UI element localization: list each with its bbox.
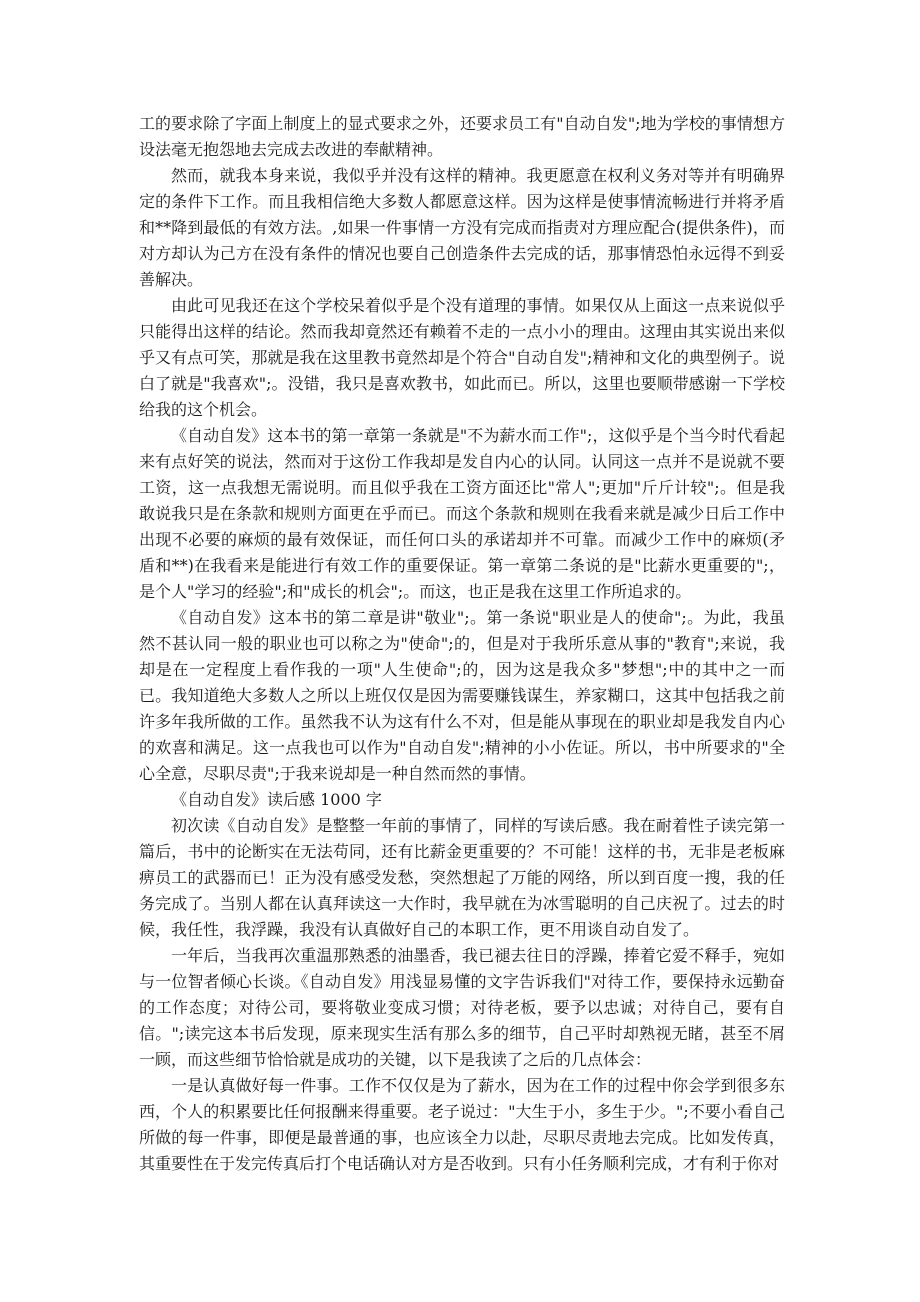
paragraph-8: 一是认真做好每一件事。工作不仅仅是为了薪水，因为在工作的过程中你会学到很多东西，个人的积累要比任何报酬来得重要。老子说过："大生于小，多生于少。";不要小看自己所做的每一件事，即便是最普通的事，也应该全力以赴，尽职尽责地去完成。比如发传真，其重要性在于发完传真后打个电话确认对方是否收到。只有小任务顺利完成，才有利于你对	[139, 1076, 785, 1173]
section-heading: 《自动自发》读后感 1000 字	[171, 790, 382, 809]
document-body	[139, 111, 785, 1177]
paragraph-6: 初次读《自动自发》是整整一年前的事情了，同样的写读后感。我在耐着性子读完第一篇后，书中的论断实在无法苟同，还有比薪金更重要的？不可能！这样的书，无非是老板麻痹员工的武器而已！正为没有感受发愁，突然想起了万能的网络，所以到百度一搜，我的任务完成了。当别人都在认真拜读这一大作时，我早就在为冰雪聪明的自己庆祝了。过去的时候，我任性，我浮躁，我没有认真做好自己的本职工作，更不用谈自动自发了。	[139, 816, 785, 939]
paragraph-7: 一年后，当我再次重温那熟悉的油墨香，我已褪去往日的浮躁，捧着它爱不释手，宛如与一位智者倾心长谈。《自动自发》用浅显易懂的文字告诉我们"对待工作，要保持永远勤奋的工作态度；对待公司，要将敬业变成习惯；对待老板，要予以忠诚；对待自己，要有自信。";读完这本书后发现，原来现实生活有那么多的细节，自己平时却熟视无睹，甚至不屑一顾，而这些细节恰恰就是成功的关键，以下是我读了之后的几点体会：	[139, 946, 785, 1069]
paragraph-4: 《自动自发》这本书的第一章第一条就是"不为薪水而工作";，这似乎是个当今时代看起来有点好笑的说法，然而对于这份工作我却是发自内心的认同。认同这一点并不是说就不要工资，这一点我想无需说明。而且似乎我在工资方面还比"常人";更加"斤斤计较";。但是我敢说我只是在条款和规则方面更在乎而已。而这个条款和规则在我看来就是减少日后工作中出现不必要的麻烦的最有效保证，而任何口头的承诺却并不可靠。而减少工作中的麻烦(矛盾和**)在我看来是能进行有效工作的重要保证。第一章第二条说的是"比薪水更重要的";，是个人"学习的经验";和"成长的机会";。而这，也正是我在这里工作所追求的。	[139, 426, 785, 601]
paragraph-3: 由此可见我还在这个学校呆着似乎是个没有道理的事情。如果仅从上面这一点来说似乎只能得出这样的结论。然而我却竟然还有赖着不走的一点小小的理由。这理由其实说出来似乎又有点可笑，那就是我在这里教书竟然却是个符合"自动自发";精神和文化的典型例子。说白了就是"我喜欢";。没错，我只是喜欢教书，如此而已。所以，这里也要顺带感谢一下学校给我的这个机会。	[139, 296, 785, 419]
paragraph-1: 工的要求除了字面上制度上的显式要求之外，还要求员工有"自动自发";地为学校的事情想方设法毫无抱怨地去完成去改进的奉献精神。	[139, 114, 785, 159]
paragraph-2: 然而，就我本身来说，我似乎并没有这样的精神。我更愿意在权利义务对等并有明确界定的条件下工作。而且我相信绝大多数人都愿意这样。因为这样是使事情流畅进行并将矛盾和**降到最低的有效方法。,如果一件事情一方没有完成而指责对方理应配合(提供条件)，而对方却认为己方在没有条件的情况也要自己创造条件去完成的话，那事情恐怕永远得不到妥善解决。	[139, 166, 785, 289]
paragraph-5: 《自动自发》这本书的第二章是讲"敬业";。第一条说"职业是人的使命";。为此，我虽然不甚认同一般的职业也可以称之为"使命";的，但是对于我所乐意从事的"教育";来说，我却是在一定程度上看作我的一项"人生使命";的，因为这是我众多"梦想";中的其中之一而已。我知道绝大多数人之所以上班仅仅是因为需要赚钱谋生，养家糊口，这其中包括我之前许多年我所做的工作。虽然我不认为这有什么不对，但是能从事现在的职业却是我发自内心的欢喜和满足。这一点我也可以作为"自动自发";精神的小小佐证。所以，书中所要求的"全心全意，尽职尽责";于我来说却是一种自然而然的事情。	[139, 608, 785, 783]
